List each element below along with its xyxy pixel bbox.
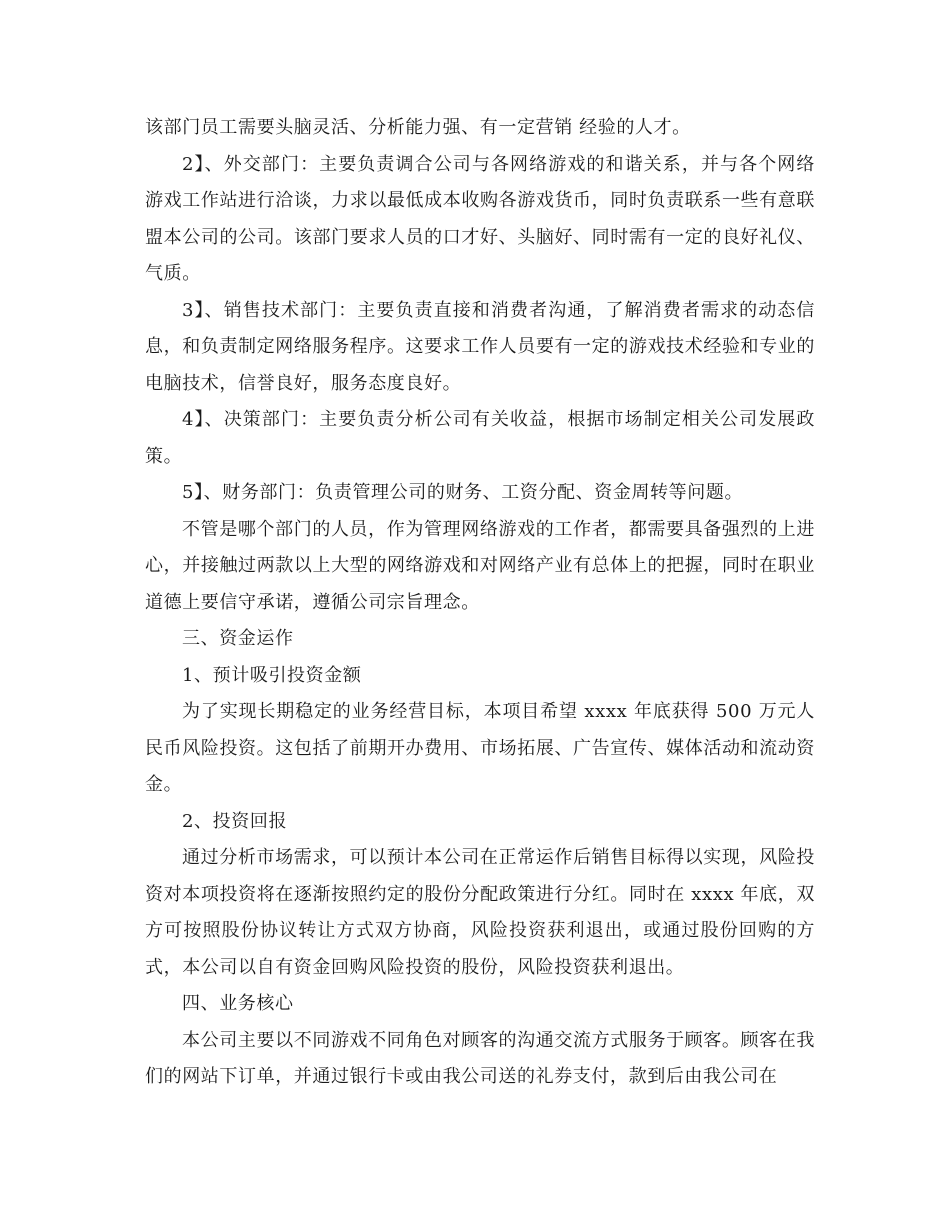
paragraph-3: 3】、销售技术部门：主要负责直接和消费者沟通，了解消费者需求的动态信息，和负责制定网络服务程序。这要求工作人员要有一定的游戏技术经验和专业的电脑技术，信誉良好，服务态度良好。 bbox=[145, 299, 815, 394]
section-heading-4: 四、业务核心 bbox=[182, 993, 294, 1014]
paragraph-13: 本公司主要以不同游戏不同角色对顾客的沟通交流方式服务于顾客。顾客在我们的网站下订单，并通过银行卡或由我公司送的礼券支付，款到后由我公司在 bbox=[145, 1029, 815, 1087]
paragraph-5: 5】、财务部门：负责管理公司的财务、工资分配、资金周转等问题。 bbox=[182, 482, 744, 503]
subheading-1: 1、预计吸引投资金额 bbox=[182, 664, 362, 686]
paragraph-11: 通过分析市场需求，可以预计本公司在正常运作后销售目标得以实现，风险投资对本项投资将在逐渐按照约定的股份分配政策进行分红。同时在 xxxx 年底，双方可按照股份协议转让方式双方协商，风险投资获利退出，或通过股份回购的方式，本公司以自有资金回购风险投资的股份，风险投资获利退出。 bbox=[145, 847, 815, 978]
paragraph-6: 不管是哪个部门的人员，作为管理网络游戏的工作者，都需要具备强烈的上进心，并接触过两款以上大型的网络游戏和对网络产业有总体上的把握，同时在职业道德上要信守承诺，遵循公司宗旨理念。 bbox=[145, 518, 815, 613]
paragraph-4: 4】、决策部门：主要负责分析公司有关收益，根据市场制定相关公司发展政策。 bbox=[145, 409, 815, 467]
paragraph-9: 为了实现长期稳定的业务经营目标，本项目希望 xxxx 年底获得 500 万元人民币风险投资。这包括了前期开办费用、市场拓展、广告宣传、媒体活动和流动资金。 bbox=[145, 701, 815, 795]
paragraph-2: 2】、外交部门：主要负责调合公司与各网络游戏的和谐关系，并与各个网络游戏工作站进行洽谈，力求以最低成本收购各游戏货币，同时负责联系一些有意联盟本公司的公司。该部门要求人员的口才好、头脑好、同时需有一定的良好礼仪、气质。 bbox=[145, 153, 815, 284]
paragraph-1: 该部门员工需要头脑灵活、分析能力强、有一定营销 经验的人才。 bbox=[145, 117, 691, 138]
document-body bbox=[145, 110, 815, 1096]
subheading-2: 2、投资回报 bbox=[182, 810, 288, 832]
section-heading-3: 三、资金运作 bbox=[182, 628, 294, 649]
